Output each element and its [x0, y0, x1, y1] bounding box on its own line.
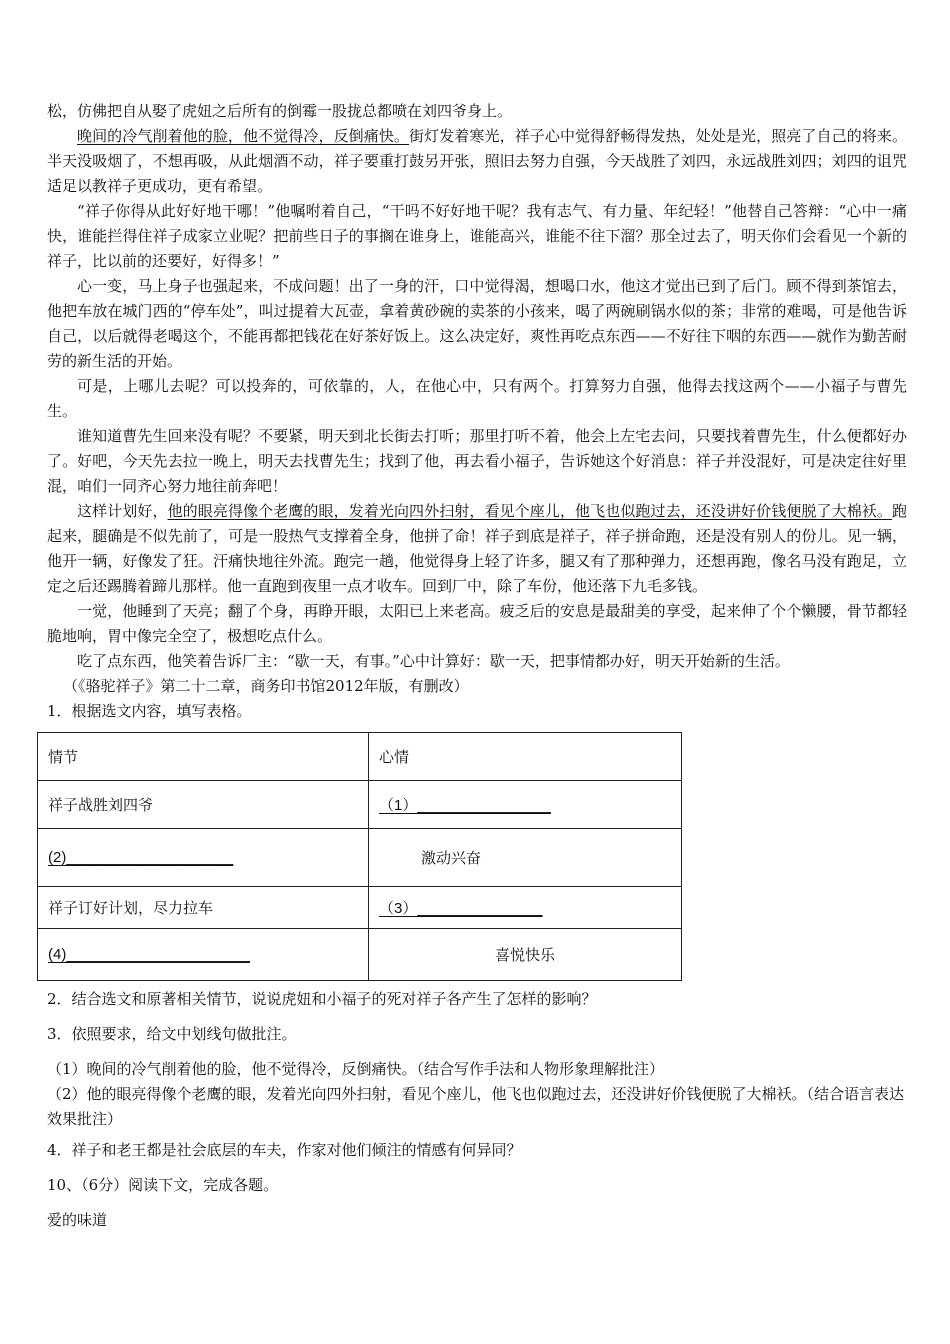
question-3: 3．依照要求，给文中划线句做批注。: [47, 1025, 297, 1043]
passage-source: （《骆驼祥子》第二十二章，商务印书馆2012年版，有删改）: [63, 677, 469, 695]
cell-mood-1[interactable]: [369, 781, 682, 829]
passage-paragraph: 心一变，马上身子也强起来，不成问题！出了一身的汗，口中觉得渴，想喝口水，他这才觉出已到了后门。顾不得到茶馆去，他把车放在城门西的“停车处”，叫过提着大瓦壶，拿着黄砂碗的卖茶的小孩来，喝了两碗刷锅水似的茶；非常的难喝，可是他告诉自己，以后就得老喝这个，不能再都把钱花在好茶好饭上。这么决定好，爽性再吃点东西——不好往下咽的东西——就作为勤苦耐劳的新生活的开始。: [47, 277, 907, 370]
table-row: [38, 929, 682, 981]
table-row: [38, 887, 682, 929]
passage-paragraph: [47, 499, 907, 599]
question-2: 2．结合选文和原著相关情节，说说虎妞和小福子的死对祥子各产生了怎样的影响？: [47, 990, 597, 1008]
cell-plot-3: 祥子订好计划，尽力拉车: [38, 887, 369, 929]
cell-mood-3[interactable]: [369, 887, 682, 929]
question-10: 10、（6分）阅读下文，完成各题。: [47, 1176, 279, 1194]
passage-paragraph: 一觉，他睡到了天亮；翻了个身，再睁开眼，太阳已上来老高。疲乏后的安息是最甜美的享受，起来伸了个个懒腰，骨节都轻脆地响，胃中像完全空了，极想吃点什么。: [47, 602, 907, 645]
blank-4[interactable]: (4)______________________: [48, 946, 250, 963]
passage-paragraph: 吃了点东西，他笑着告诉厂主：“歇一天，有事。”心中计算好：歇一天，把事情都办好，明天开始新的生活。: [77, 652, 790, 670]
table-header-row: [38, 733, 682, 781]
next-passage-title: 爱的味道: [47, 1211, 108, 1229]
paragraph-text: 这样计划好，: [77, 502, 168, 520]
question-3-1: （1）晚间的冷气削着他的脸，他不觉得冷，反倒痛快。（结合写作手法和人物形象理解批注）: [47, 1060, 665, 1078]
cell-plot-4[interactable]: [38, 929, 369, 981]
cell-plot-1: 祥子战胜刘四爷: [38, 781, 369, 829]
passage-paragraph: [47, 124, 907, 199]
question-1: 1．根据选文内容，填写表格。: [47, 702, 252, 720]
answer-table: [37, 732, 682, 981]
blank-2[interactable]: (2)____________________: [48, 849, 234, 866]
document-content: [47, 99, 907, 1233]
table-row: [38, 829, 682, 887]
table-row: [38, 781, 682, 829]
cell-mood-2: 激动兴奋: [369, 829, 682, 887]
passage-paragraph: 谁知道曹先生回来没有呢？不要紧，明天到北长街去打听；那里打听不着，他会上左宅去问，只要找着曹先生，什么便都好办了。好吧，今天先去拉一晚上，明天去找曹先生；找到了他，再去看小福子，告诉她这个好消息：祥子并没混好，可是决定往好里混，咱们一同齐心努力地往前奔吧！: [47, 427, 907, 495]
blank-1[interactable]: （1）________________: [379, 797, 551, 814]
underlined-sentence-1: 晚间的冷气削着他的脸，他不觉得冷，反倒痛快。: [77, 127, 410, 145]
header-plot: 情节: [38, 733, 369, 781]
cell-mood-4: 喜悦快乐: [369, 929, 682, 981]
underlined-sentence-2: 他的眼亮得像个老鹰的眼，发着光向四外扫射，看见个座儿，他飞也似跑过去，还没讲好价钱便脱了大棉袄。: [167, 502, 892, 520]
passage-paragraph: “祥子你得从此好好地干哪！”他嘱咐着自己，“干吗不好好地干呢？我有志气、有力量、年纪轻！”他替自己答辩：“心中一痛快，谁能拦得住祥子成家立业呢？把前些日子的事搁在谁身上，谁能高兴，谁能不往下溜？那全过去了，明天你们会看见一个新的祥子，比以前的还要好，好得多！”: [47, 202, 907, 270]
passage-paragraph: 松，仿佛把自从娶了虎妞之后所有的倒霉一股拢总都喷在刘四爷身上。: [47, 102, 513, 120]
question-4: 4．祥子和老王都是社会底层的车夫，作家对他们倾注的情感有何异同？: [47, 1141, 522, 1159]
paragraph-text: 跑起来，腿确是不似先前了，可是一股热气支撑着全身，他拼了命！祥子到底是祥子，祥子拼命跑，还是没有别人的份儿。见一辆，他开一辆，好像发了狂。汗痛快地往外流。跑完一趟，他觉得身上轻了许多，腿又有了那种弹力，还想再跑，像名马没有跑足，立定之后还踢腾着蹄儿那样。他一直跑到夜里一点才收车。回到厂中，除了车份，他还落下九毛多钱。: [47, 502, 907, 595]
blank-3[interactable]: （3）_______________: [379, 900, 543, 917]
passage-paragraph: 可是，上哪儿去呢？可以投奔的，可依靠的，人，在他心中，只有两个。打算努力自强，他得去找这两个——小福子与曹先生。: [47, 377, 907, 420]
header-mood: 心情: [369, 733, 682, 781]
cell-plot-2[interactable]: [38, 829, 369, 887]
question-3-2: （2）他的眼亮得像个老鹰的眼，发着光向四外扫射，看见个座儿，他飞也似跑过去，还没讲好价钱便脱了大棉袄。（结合语言表达效果批注）: [47, 1085, 905, 1128]
paragraph-text: 街灯发着寒光，祥子心中觉得舒畅得发热，处处是光，照亮了自己的将来。半天没吸烟了，不想再吸，从此烟酒不动，祥子要重打鼓另开张，照旧去努力自强，今天战胜了刘四，永远战胜刘四；刘四的诅咒适足以教祥子更成功，更有希望。: [47, 127, 907, 195]
